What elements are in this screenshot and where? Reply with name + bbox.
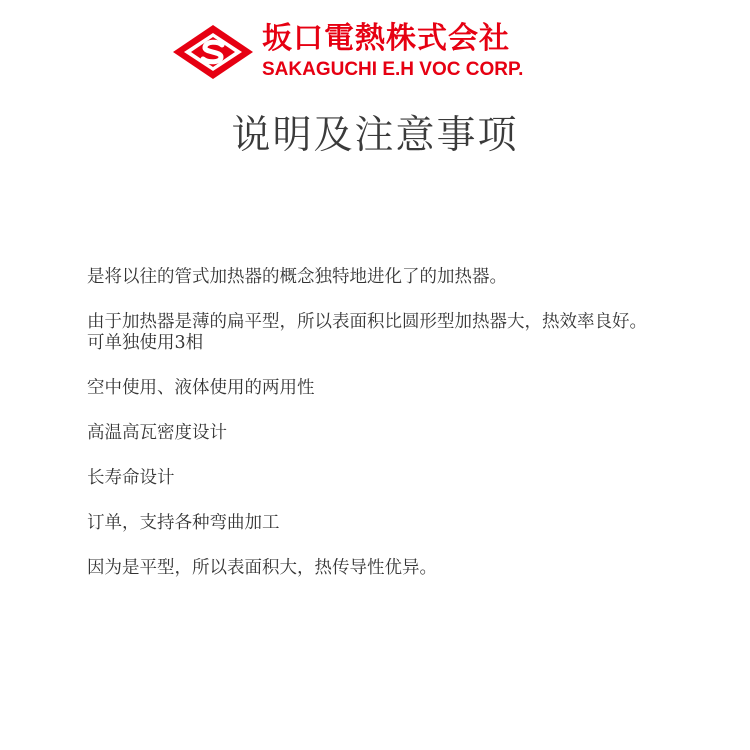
company-name-jp: 坂口電熱株式会社 — [262, 21, 510, 56]
company-name-en: SAKAGUCHI E.H VOC CORP. — [262, 59, 524, 80]
feature-item-7: 因为是平型，所以表面积大，热传导性优异。 — [87, 558, 437, 578]
feature-list — [87, 267, 737, 603]
feature-item-1: 是将以往的管式加热器的概念独特地进化了的加热器。 — [87, 267, 507, 287]
feature-item-3: 空中使用、液体使用的两用性 — [87, 378, 315, 398]
feature-item-6: 订单，支持各种弯曲加工 — [87, 513, 280, 533]
feature-item-5: 长寿命设计 — [87, 468, 175, 488]
feature-item-2: 由于加热器是薄的扁平型，所以表面积比圆形型加热器大，热效率良好。 可单独使用3相 — [87, 312, 647, 353]
company-logo — [172, 22, 562, 84]
page-title: 说明及注意事项 — [231, 113, 519, 158]
feature-item-4: 高温高瓦密度设计 — [87, 423, 227, 443]
sakaguchi-logo-icon — [172, 24, 254, 80]
